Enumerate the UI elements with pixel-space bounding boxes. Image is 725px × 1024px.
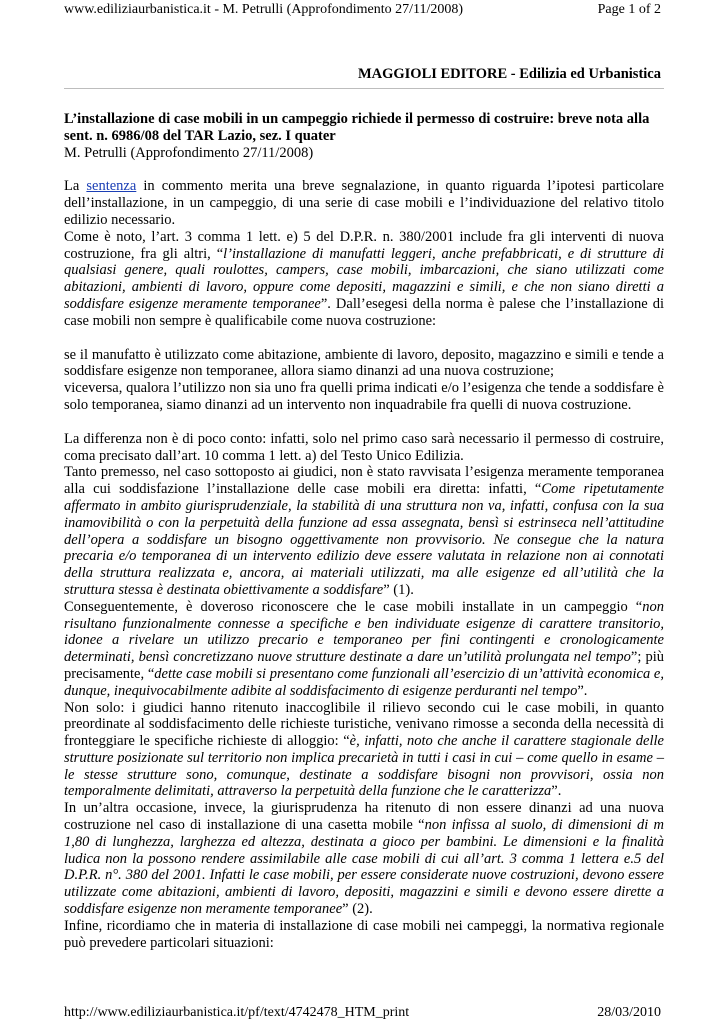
sentenza-link[interactable]: sentenza bbox=[86, 178, 137, 195]
quote-text: è, infatti, noto che anche il carattere stagionale delle strutture posizionate sul territorio non implica precarietà in tutti i casi in cui – come quello in esame – le stesse strutture sono, comunque, destinate a soddisfare bisogni non provvisori, ossia non temporalmente delimitati, attraverso la perpetuità della funzione che le caratterizza bbox=[64, 733, 664, 800]
paragraph bbox=[64, 700, 664, 801]
paragraph bbox=[64, 464, 664, 598]
spacer bbox=[64, 161, 664, 178]
quote-text: l’installazione di manufatti leggeri, anche prefabbricati, e di strutture di qualsiasi genere, quali roulottes, campers, case mobili, imbarcazioni, che siano utilizzati come abitazioni, ambienti di lavoro, oppure come depositi, magazzini e simili, e che non siano diretti a soddisfare esigenze meramente temporanee bbox=[64, 245, 664, 312]
paragraph: se il manufatto è utilizzato come abitazione, ambiente di lavoro, deposito, magazzino e simili e tende a soddisfare esigenze non temporanee, allora siamo dinanzi ad una nuova costruzione; bbox=[64, 346, 664, 380]
text-run: Tanto premesso, nel caso sottoposto ai giudici, non è stato ravvisata l’esigenza meramente temporanea alla cui soddisfazione l’installazione delle case mobili era diretta: infatti, “ bbox=[64, 464, 664, 498]
text-run: Non solo: i giudici hanno ritenuto inaccoglibile il rilievo secondo cui le case mobili, in quanto preordinate al soddisfacimento delle richieste turistiche, venivano rimosse a seconda della necessità di fronteggiare le specifiche richieste di alloggio: “ bbox=[64, 699, 664, 750]
text-run: ”. bbox=[577, 682, 588, 699]
quote-text: dette case mobili si presentano come funzionali all’esercizio di un’attività economica e, dunque, inequivocabilmente adibite al soddisfacimento di esigenze perduranti nel tempo bbox=[64, 665, 664, 699]
publisher-heading: MAGGIOLI EDITORE - Edilizia ed Urbanistica bbox=[357, 66, 661, 82]
article-byline: M. Petrulli (Approfondimento 27/11/2008) bbox=[64, 144, 314, 161]
page-number: Page 1 of 2 bbox=[597, 2, 661, 17]
footer-url: http://www.ediliziaurbanistica.it/pf/text/4742478_HTM_print bbox=[64, 1005, 410, 1020]
article-body bbox=[64, 111, 664, 951]
header-divider bbox=[64, 88, 664, 89]
paragraph bbox=[64, 599, 664, 700]
text-run: ”. bbox=[551, 783, 562, 800]
paragraph bbox=[64, 178, 664, 228]
text-run: Come è noto, l’art. 3 comma 1 lett. e) 5 del D.P.R. n. 380/2001 include fra gli interventi di nuova costruzione, fra gli altri, “ bbox=[64, 228, 664, 262]
text-run: ”; più precisamente, “ bbox=[64, 649, 664, 682]
text-run: ”. Dall’esegesi della norma è palese che l’installazione di case mobili non sempre è qualificabile come nuova costruzione: bbox=[64, 295, 664, 329]
paragraph: viceversa, qualora l’utilizzo non sia uno fra quelli prima indicati e/o l’esigenza che tende a soddisfare è solo temporanea, siamo dinanzi ad un intervento non inquadrabile fra quelli di nuova costruzione. bbox=[64, 380, 664, 413]
paragraph bbox=[64, 800, 664, 918]
header-source: www.ediliziaurbanistica.it - M. Petrulli (Approfondimento 27/11/2008) bbox=[64, 2, 464, 17]
quote-text: non infissa al suolo, di dimensioni di m 1,80 di lunghezza, larghezza ed altezza, destinata a gioco per bambini. Le dimensioni e la finalità ludica non la possono rendere assimilabile alle case mobili di cui all’art. 3 comma 1 lettera e.5 del D.P.R. n°. 380 del 2001. Infatti le case mobili, per essere considerate nuove costruzioni, devono essere utilizzate come abitazioni, ambienti di lavoro, depositi, magazzini e simili e devono essere dirette a soddisfare esigenze non meramente temporanee bbox=[64, 817, 664, 918]
text-run: ” (1). bbox=[383, 581, 414, 598]
page-header bbox=[64, 0, 661, 22]
article-title: L’installazione di case mobili in un campeggio richiede il permesso di costruire: breve nota alla sent. n. 6986/08 del TAR Lazio, sez. I quater bbox=[64, 111, 650, 144]
spacer bbox=[64, 330, 664, 347]
quote-text: non risultano funzionalmente connesse a specifiche e ben individuate esigenze di carattere transitorio, idonee a rivelare un utilizzo precario e temporaneo per fini contingenti e cronologicamente determinati, bensì concretizzano nuove strutture destinate a dare un’utilità prolungata nel tempo bbox=[64, 598, 664, 666]
quote-text: Come ripetutamente affermato in ambito giurisprudenziale, la stabilità di una struttura non va, infatti, confusa con la sua inamovibilità o con la perpetuità della funzione ad essa assegnata, bensì si estrinseca nell’attitudine dell’opera a soddisfare un bisogno oggettivamente non provvisorio. Ne consegue che la natura precaria e/o temporanea di un intervento edilizio deve essere valutata in relazione non ai connotati della struttura realizzata e, ancora, ai materiali utilizzati, ma alle esigenze ed all’utilità che la struttura stessa è destinata obiettivamente a soddisfare bbox=[64, 481, 664, 598]
paragraph: La differenza non è di poco conto: infatti, solo nel primo caso sarà necessario il permesso di costruire, coma precisato dall’art. 10 comma 1 lett. a) del Testo Unico Edilizia. bbox=[64, 430, 664, 464]
text-run: La bbox=[64, 178, 87, 195]
text-run: ” (2). bbox=[342, 901, 373, 918]
text-run: Conseguentemente, è doveroso riconoscere che le case mobili installate in un campeggio “ bbox=[64, 598, 643, 615]
footer-date: 28/03/2010 bbox=[597, 1005, 661, 1020]
paragraph bbox=[64, 229, 664, 330]
text-run: In un’altra occasione, invece, la giurisprudenza ha ritenuto di non essere dinanzi ad una nuova costruzione nel caso di installazione di una casetta mobile “ bbox=[64, 800, 664, 834]
spacer bbox=[64, 414, 664, 431]
text-run: in commento merita una breve segnalazione, in quanto riguarda l’ipotesi particolare dell’installazione, in un campeggio, di una serie di case mobili e l’individuazione del relativo titolo edilizio necessario. bbox=[64, 178, 664, 228]
paragraph: Infine, ricordiamo che in materia di installazione di case mobili nei campeggi, la normativa regionale può prevedere particolari situazioni: bbox=[64, 917, 664, 951]
